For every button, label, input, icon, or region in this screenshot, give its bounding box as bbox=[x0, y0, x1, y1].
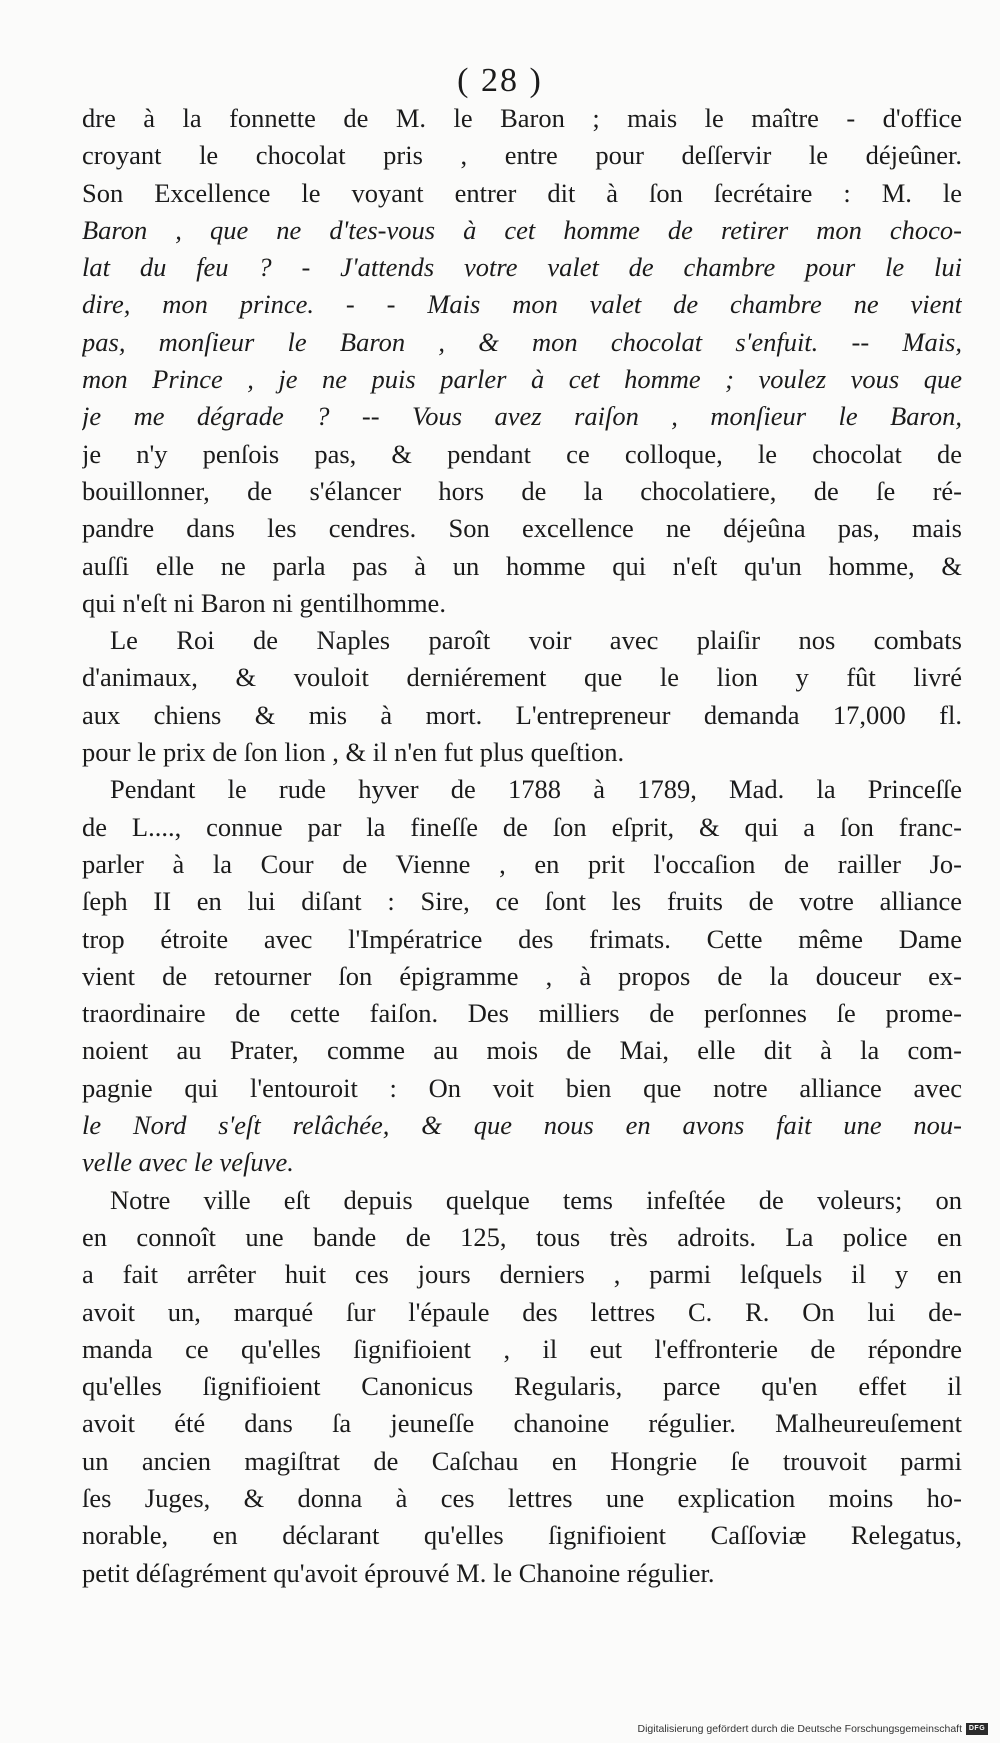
text-line: a fait arrêter huit ces jours derniers , parmi leſquels il y en bbox=[82, 1259, 962, 1290]
dfg-logo: DFG bbox=[966, 1723, 988, 1735]
text-line: norable, en déclarant qu'elles ſignifioient Caſſoviæ Relegatus, bbox=[82, 1520, 962, 1551]
body-text bbox=[82, 100, 962, 1592]
text-line: bouillonner, de s'élancer hors de la chocolatiere, de ſe ré- bbox=[82, 475, 962, 506]
text-line: dire, mon prince. - - Mais mon valet de chambre ne vient bbox=[82, 289, 962, 320]
text-line: manda ce qu'elles ſignifioient , il eut l'effronterie de répondre bbox=[82, 1333, 962, 1364]
text-line: pas, monſieur le Baron , & mon chocolat s'enfuit. -- Mais, bbox=[82, 326, 962, 357]
text-line: le Nord s'eſt relâchée, & que nous en avons fait une nou- bbox=[82, 1110, 962, 1141]
text-line: Le Roi de Naples paroît voir avec plaiſir nos combats bbox=[110, 625, 962, 656]
text-line: un ancien magiſtrat de Caſchau en Hongrie ſe trouvoit parmi bbox=[82, 1445, 962, 1476]
text-line: petit déſagrément qu'avoit éprouvé M. le Chanoine régulier. bbox=[82, 1557, 715, 1588]
text-line: de L...., connue par la fineſſe de ſon eſprit, & qui a ſon franc- bbox=[82, 811, 962, 842]
text-line: Baron , que ne d'tes-vous à cet homme de retirer mon choco- bbox=[82, 214, 962, 245]
text-line: je me dégrade ? -- Vous avez raiſon , monſieur le Baron, bbox=[82, 401, 962, 432]
page-number: ( 28 ) bbox=[457, 62, 543, 99]
text-line: pagnie qui l'entouroit : On voit bien que notre alliance avec bbox=[82, 1072, 962, 1103]
text-line: mon Prince , je ne puis parler à cet homme ; voulez vous que bbox=[82, 364, 962, 395]
text-line: Son Excellence le voyant entrer dit à ſon ſecrétaire : M. le bbox=[82, 177, 962, 208]
text-line: traordinaire de cette faiſon. Des milliers de perſonnes ſe prome- bbox=[82, 998, 962, 1029]
footer-credit-text: Digitalisierung gefördert durch die Deutsche Forschungsgemeinschaft bbox=[637, 1723, 962, 1735]
text-line: pandre dans les cendres. Son excellence ne déjeûna pas, mais bbox=[82, 513, 962, 544]
text-line: qui n'eſt ni Baron ni gentilhomme. bbox=[82, 587, 446, 618]
text-line: auſſi elle ne parla pas à un homme qui n'eſt qu'un homme, & bbox=[82, 550, 962, 581]
text-line: trop étroite avec l'Impératrice des frimats. Cette même Dame bbox=[82, 923, 962, 954]
text-line: aux chiens & mis à mort. L'entrepreneur demanda 17,000 fl. bbox=[82, 699, 962, 730]
text-line: vient de retourner ſon épigramme , à propos de la douceur ex- bbox=[82, 960, 962, 991]
text-line: avoit un, marqué ſur l'épaule des lettres C. R. On lui de- bbox=[82, 1296, 962, 1327]
text-line: pour le prix de ſon lion , & il n'en fut plus queſtion. bbox=[82, 737, 625, 768]
text-line: avoit été dans ſa jeuneſſe chanoine régulier. Malheureuſement bbox=[82, 1408, 962, 1439]
footer-credit bbox=[637, 1723, 988, 1735]
text-line: croyant le chocolat pris , entre pour deſſervir le déjeûner. bbox=[82, 140, 962, 171]
text-line: je n'y penſois pas, & pendant ce colloque, le chocolat de bbox=[82, 438, 962, 469]
text-line: ſeph II en lui diſant : Sire, ce ſont les fruits de votre alliance bbox=[82, 886, 962, 917]
text-line: noient au Prater, comme au mois de Mai, elle dit à la com- bbox=[82, 1035, 962, 1066]
text-line: Notre ville eſt depuis quelque tems infeſtée de voleurs; on bbox=[110, 1184, 962, 1215]
text-line: velle avec le veſuve. bbox=[82, 1147, 294, 1178]
text-line: ſes Juges, & donna à ces lettres une explication moins ho- bbox=[82, 1482, 962, 1513]
text-line: qu'elles ſignifioient Canonicus Regularis, parce qu'en effet il bbox=[82, 1371, 962, 1402]
text-line: Pendant le rude hyver de 1788 à 1789, Mad. la Princeſſe bbox=[110, 774, 962, 805]
text-line: lat du feu ? - J'attends votre valet de chambre pour le lui bbox=[82, 252, 962, 283]
text-line: en connoît une bande de 125, tous très adroits. La police en bbox=[82, 1221, 962, 1252]
text-line: d'animaux, & vouloit derniérement que le lion y fût livré bbox=[82, 662, 962, 693]
text-line: parler à la Cour de Vienne , en prit l'occaſion de railler Jo- bbox=[82, 848, 962, 879]
text-line: dre à la fonnette de M. le Baron ; mais le maître - d'office bbox=[82, 103, 962, 133]
